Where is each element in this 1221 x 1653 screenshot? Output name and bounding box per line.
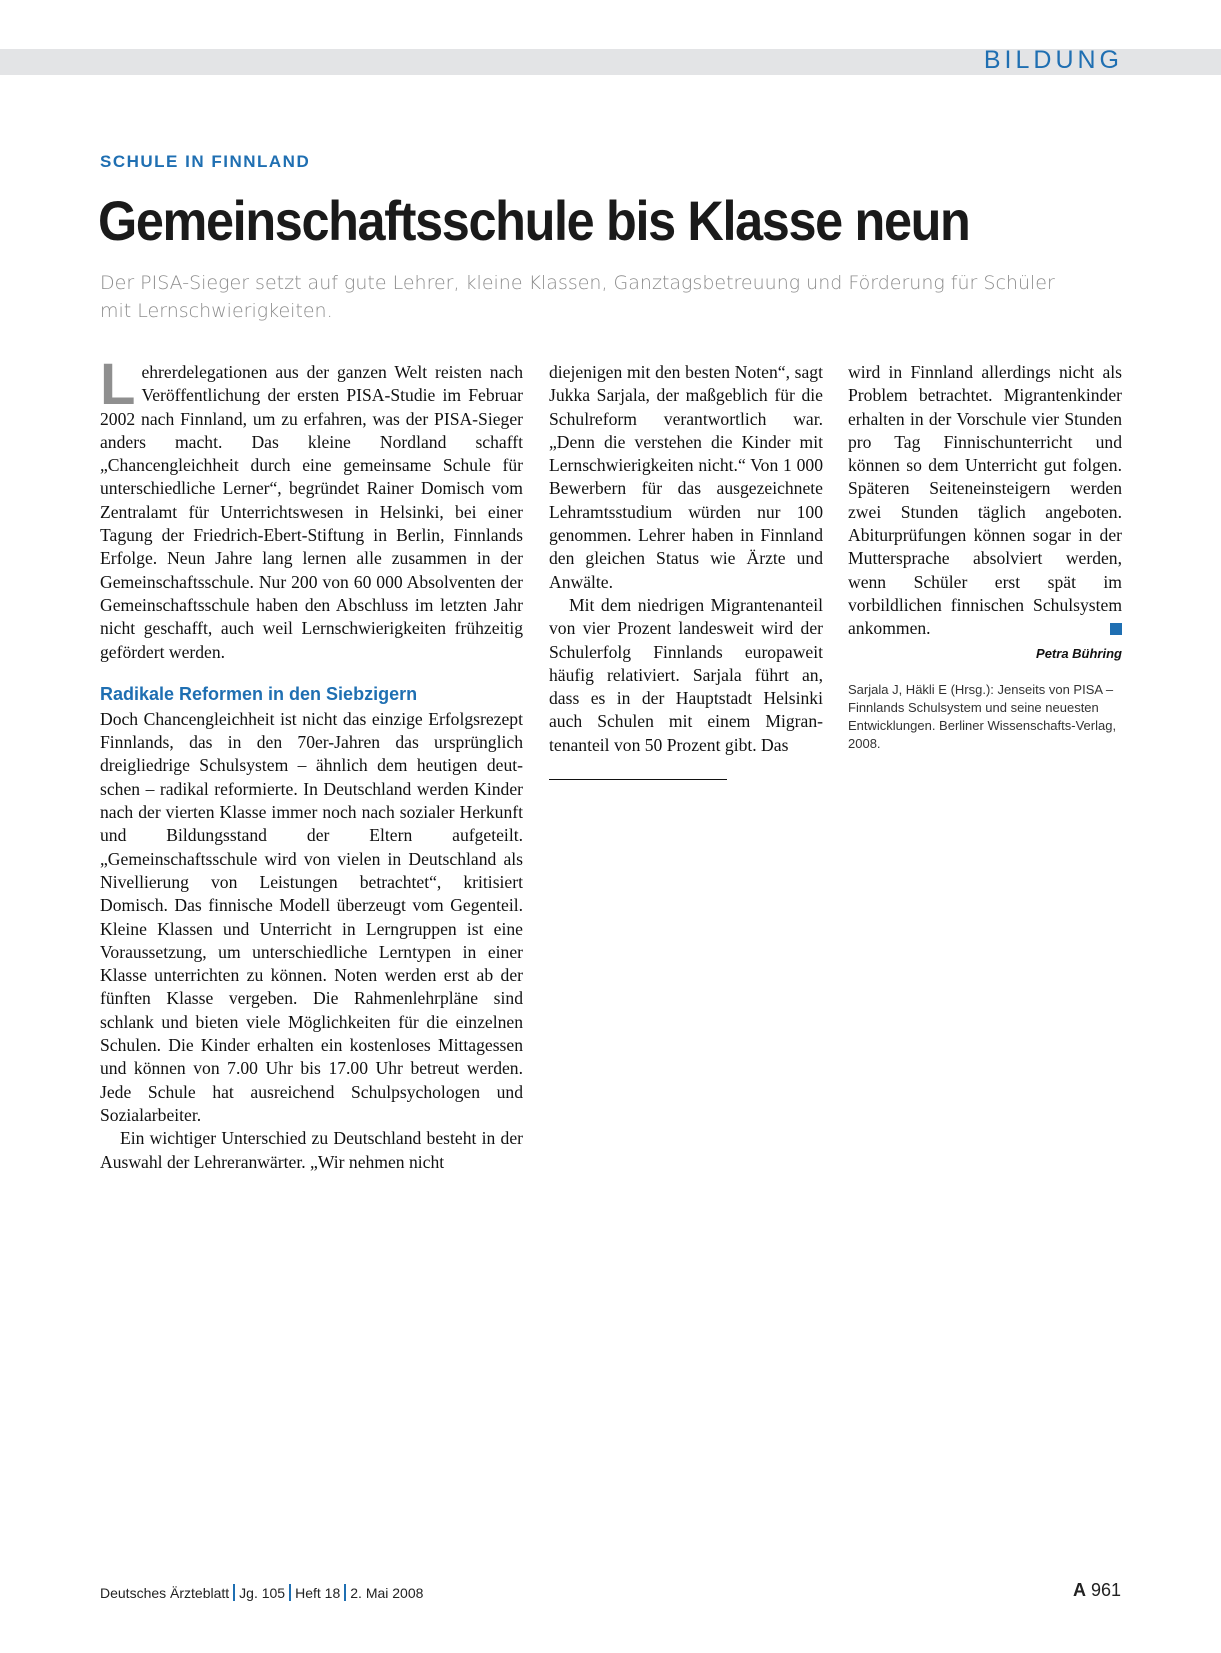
footer-separator	[233, 1584, 235, 1601]
paragraph-intro-text: ehrerdelegationen aus der ganzen Welt reisten nach Veröffentlichung der ersten PISA-Studie im Februar 2002 nach Finnland, um zu erfahren, was der PISA-Sieger anders macht. Das kleine Nordland schafft „Chancengleichheit durch eine gemeinsame Schule für unterschiedliche Lerner“, begründet Rainer Domisch vom Zentralamt für Unterrichtswesen in Helsinki, bei einer Tagung der Friedrich-Ebert-Stiftung in Berlin, Finnlands Erfolge. Neun Jahre lang lernen alle zusammen in der Gemeinschaftsschule. Nur 200 von 60 000 Absolventen der Gemeinschaftsschule haben den Abschluss im letzten Jahr nicht geschafft, auch weil Lernschwierigkeiten frühzeitig gefördert werden.	[100, 362, 523, 662]
paragraph: diejenigen mit den besten Noten“, sagt Jukka Sarjala, der maßgeblich für die Schulreform verantwortlich war. „Denn die verstehen die Kinder mit Lernschwierigkeiten nicht.“ Von 1 000 Bewerbern für das ausgezeichnete Lehramtsstudium würden nur 100 genommen. Lehrer haben in Finnland den gleichen Status wie Ärzte und Anwälte.	[549, 362, 823, 592]
author-name: Petra Bühring	[1036, 645, 1122, 661]
page-number-value: 961	[1090, 1580, 1121, 1600]
section-label: BILDUNG	[983, 46, 1123, 74]
journal-volume: Jg. 105	[239, 1585, 286, 1601]
paragraph: Ein wichtiger Unterschied zu Deutschland besteht in der Auswahl der Lehreranwärter. „Wir nehmen nicht	[100, 1128, 523, 1172]
article-kicker: SCHULE IN FINNLAND	[100, 152, 311, 171]
footnote-rule	[549, 779, 727, 780]
section-subhead: Radikale Reformen in den Siebzigern	[100, 683, 418, 704]
article-title: Gemeinschaftsschule bis Klasse neun	[98, 189, 970, 252]
page-prefix: A	[1072, 1580, 1086, 1600]
article-column-3	[848, 361, 1122, 753]
page-footer	[100, 1584, 423, 1601]
page-number	[1073, 1580, 1121, 1601]
footer-separator	[344, 1584, 346, 1601]
article-column-1	[100, 352, 523, 1174]
end-mark-icon	[1110, 623, 1122, 635]
article-lead: Der PISA-Sieger setzt auf gute Lehrer, kleine Klassen, Ganztagsbetreuung und Förderung für Schüler mit Lernschwierigkeiten.	[100, 272, 1055, 322]
paragraph: Doch Chancengleichheit ist nicht das einzige Erfolgsrezept Finnlands, das in den 70er-Jahren das ursprünglich dreigliedrige Schulsystem – ähnlich dem heutigen deutschen – radikal reformierte. In Deutschland werden Kinder nach der vierten Klasse immer noch nach sozialer Herkunft und Bildungsstand der Eltern aufgeteilt. „Gemeinschaftsschule wird von vielen in Deutschland als Nivellierung von Leistungen betrachtet“, kritisiert Domisch. Das finnische Modell überzeugt vom Gegenteil. Kleine Klassen und Unterricht in Lerngruppen ist eine Voraussetzung, um unterschiedliche Lerntypen in einer Klasse unterrichten zu können. Noten werden erst ab der fünften Klasse vergeben. Die Rahmenlehrpläne sind schlank und bieten viele Möglichkeiten für die einzelnen Schulen. Die Kinder erhalten ein kostenloses Mittagessen und können von 7.00 Uhr bis 17.00 Uhr betreut werden. Jede Schule hat ausreichend Schulpsychologen und Sozialarbeiter.	[100, 708, 523, 1125]
journal-issue: Heft 18	[295, 1585, 341, 1601]
drop-cap: L	[100, 352, 136, 417]
literature-reference: Sarjala J, Häkli E (Hrsg.): Jenseits von PISA – Finnlands Schulsystem und seine neuesten Entwicklungen. Berliner Wissenschafts-Verlag, 2008.	[848, 681, 1117, 751]
footer-separator	[289, 1584, 291, 1601]
paragraph-final	[848, 361, 1122, 641]
paragraph-final-text: wird in Finnland allerdings nicht als Problem betrachtet. Migrantenkinder erhalten in der Vorschule vier Stunden pro Tag Finnischunterricht und können so dem Unterricht gut folgen. Späteren Seiteneinsteigern werden zwei Stunden täglich angeboten. Abiturprüfungen können sogar in der Muttersprache absolviert werden, wenn Schüler erst spät im vorbildlichen finnischen Schulsystem ankommen.	[848, 362, 1122, 639]
paragraph-intro	[100, 352, 523, 664]
article-column-2	[549, 361, 823, 780]
paragraph: Mit dem niedrigen Migrantenanteil von vier Prozent landesweit wird der Schulerfolg Finnlands europaweit häufig relativiert. Sarjala führt an, dass es in der Hauptstadt Helsinki auch Schulen mit einem Migrantenanteil von 50 Prozent gibt. Das	[549, 594, 823, 755]
journal-name: Deutsches Ärzteblatt	[100, 1585, 230, 1601]
issue-date: 2. Mai 2008	[350, 1585, 424, 1601]
